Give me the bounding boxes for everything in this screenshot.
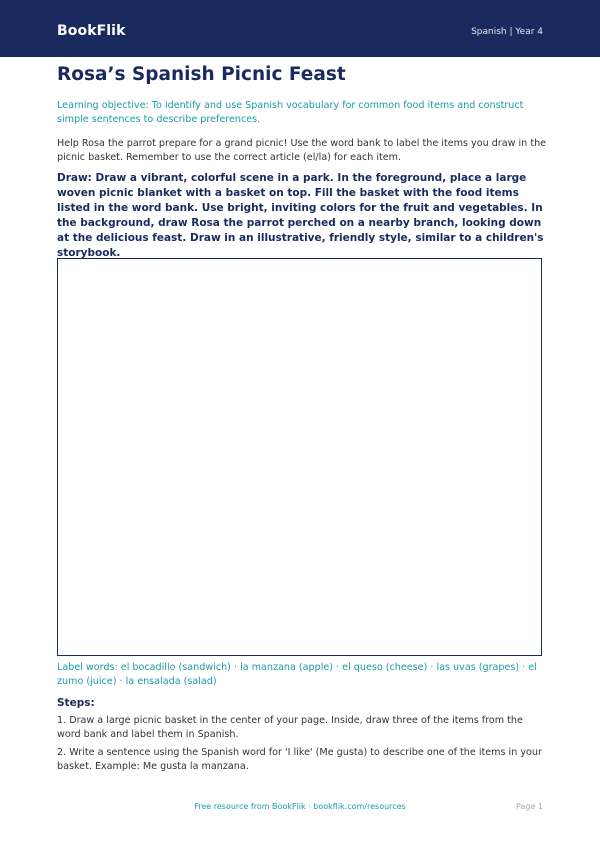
footer-text: Free resource from BookFlik · bookflik.com/resources (194, 802, 406, 811)
steps-list (57, 714, 547, 778)
learning-objective: Learning objective: To identify and use Spanish vocabulary for common food items and construct simple sentences to describe preferences. (57, 100, 524, 125)
label-words: Label words: el bocadillo (sandwich) · la manzana (apple) · el queso (cheese) · las uvas (grapes) · el zumo (juice) · la ensalada (salad) (57, 662, 537, 687)
steps-heading: Steps: (57, 697, 95, 709)
subject-year: Spanish | Year 4 (471, 27, 543, 37)
step-item: 2. Write a sentence using the Spanish word for 'I like' (Me gusta) to describe one of the items in your basket. Example: Me gusta la manzana. (57, 747, 542, 772)
draw-prompt: Draw: Draw a vibrant, colorful scene in a park. In the foreground, place a large woven picnic blanket with a basket on top. Fill the basket with the food items listed in the word bank. Use bright, inviting colors for the fruit and vegetables. In the background, draw Rosa the parrot perched on a nearby branch, looking down at the delicious feast. Draw in an illustrative, friendly style, similar to a children's storybook. (57, 172, 544, 259)
drawing-area[interactable] (57, 258, 542, 656)
page-title: Rosa’s Spanish Picnic Feast (57, 64, 346, 85)
intro-text: Help Rosa the parrot prepare for a grand picnic! Use the word bank to label the items you draw in the picnic basket. Remember to use the correct article (el/la) for each item. (57, 138, 547, 163)
page-number: Page 1 (516, 802, 543, 811)
step-item: 1. Draw a large picnic basket in the center of your page. Inside, draw three of the items from the word bank and label them in Spanish. (57, 715, 523, 740)
page-header (0, 0, 600, 57)
brand-logo: BookFlik (57, 23, 126, 39)
